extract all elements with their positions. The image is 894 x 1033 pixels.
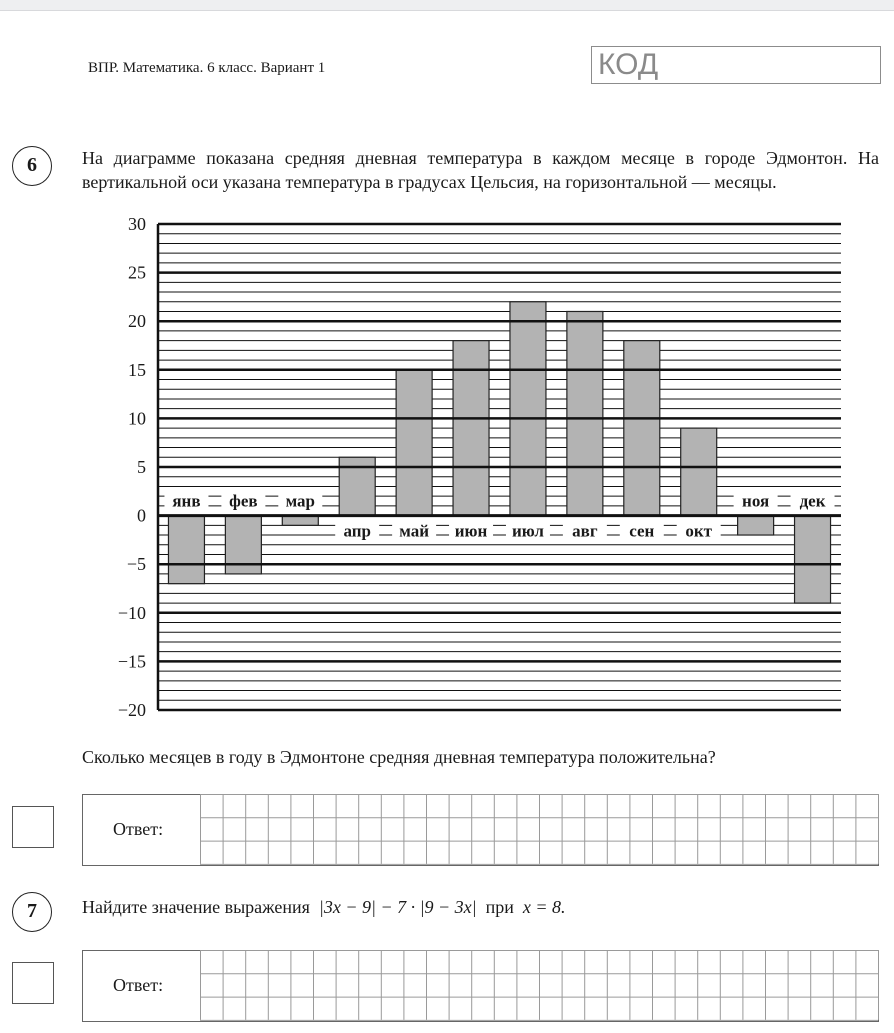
category-label-фев: фев [229, 491, 258, 511]
y-tick-label: −5 [126, 554, 146, 575]
category-label-янв: янв [172, 491, 201, 511]
y-tick-label: 25 [128, 262, 146, 283]
question-7-text-middle: при [485, 897, 514, 917]
y-tick-label: 10 [128, 408, 146, 429]
y-tick-label: −15 [117, 651, 146, 672]
category-label-апр: апр [343, 521, 371, 541]
question-6-answer-grid[interactable] [200, 794, 880, 866]
question-6-answer-label: Ответ: [113, 819, 164, 839]
code-box[interactable] [591, 46, 881, 84]
question-6-number: 6 [12, 146, 52, 186]
category-label-ноя: ноя [742, 491, 770, 511]
bar-май [396, 370, 432, 516]
viewer-top-bar [0, 0, 894, 11]
question-7-expression: |3x − 9| − 7 · |9 − 3x| [318, 897, 477, 917]
question-7-number: 7 [12, 892, 52, 932]
question-6-question: Сколько месяцев в году в Эдмонтоне средняя дневная температура положительна? [82, 747, 716, 767]
category-label-сен: сен [629, 521, 655, 541]
category-label-дек: дек [799, 491, 826, 511]
bar-ноя [738, 516, 774, 535]
y-tick-label: 30 [128, 214, 146, 234]
question-7-text-before: Найдите значение выражения [82, 897, 310, 917]
bar-янв [168, 516, 204, 584]
question-6-answer-box [82, 794, 879, 866]
y-tick-label: 20 [128, 311, 146, 332]
bar-окт [681, 428, 717, 515]
y-tick-label: 15 [128, 359, 146, 380]
temperature-bar-chart [110, 212, 850, 722]
y-tick-label: −10 [117, 602, 146, 623]
question-7-answer-grid[interactable] [200, 950, 880, 1022]
bar-июн [453, 341, 489, 516]
question-6-score-box [12, 806, 54, 848]
question-7-condition: x = 8. [522, 897, 566, 917]
category-label-авг: авг [572, 521, 598, 541]
header-title: ВПР. Математика. 6 класс. Вариант 1 [88, 60, 326, 76]
bar-авг [567, 311, 603, 515]
category-label-июл: июл [512, 521, 544, 541]
category-label-май: май [399, 521, 430, 541]
bar-дек [795, 516, 831, 603]
question-6-text: На диаграмме показана средняя дневная температура в каждом месяце в городе Эдмонтон. На вертикальной оси указана температура в градусах Цельсия, на горизонтальной — месяцы. [82, 148, 879, 192]
y-tick-label: 0 [137, 505, 146, 526]
bar-июл [510, 302, 546, 516]
question-7-answer-box [82, 950, 879, 1022]
bar-сен [624, 341, 660, 516]
category-label-мар: мар [285, 491, 316, 511]
y-tick-label: 5 [137, 457, 146, 477]
code-label: КОД [598, 48, 659, 81]
category-label-июн: июн [454, 521, 488, 541]
question-7-text [82, 895, 566, 919]
category-label-окт: окт [685, 521, 713, 541]
question-7-score-box [12, 962, 54, 1004]
question-7-answer-label: Ответ: [113, 975, 164, 995]
y-tick-label: −20 [117, 700, 146, 720]
